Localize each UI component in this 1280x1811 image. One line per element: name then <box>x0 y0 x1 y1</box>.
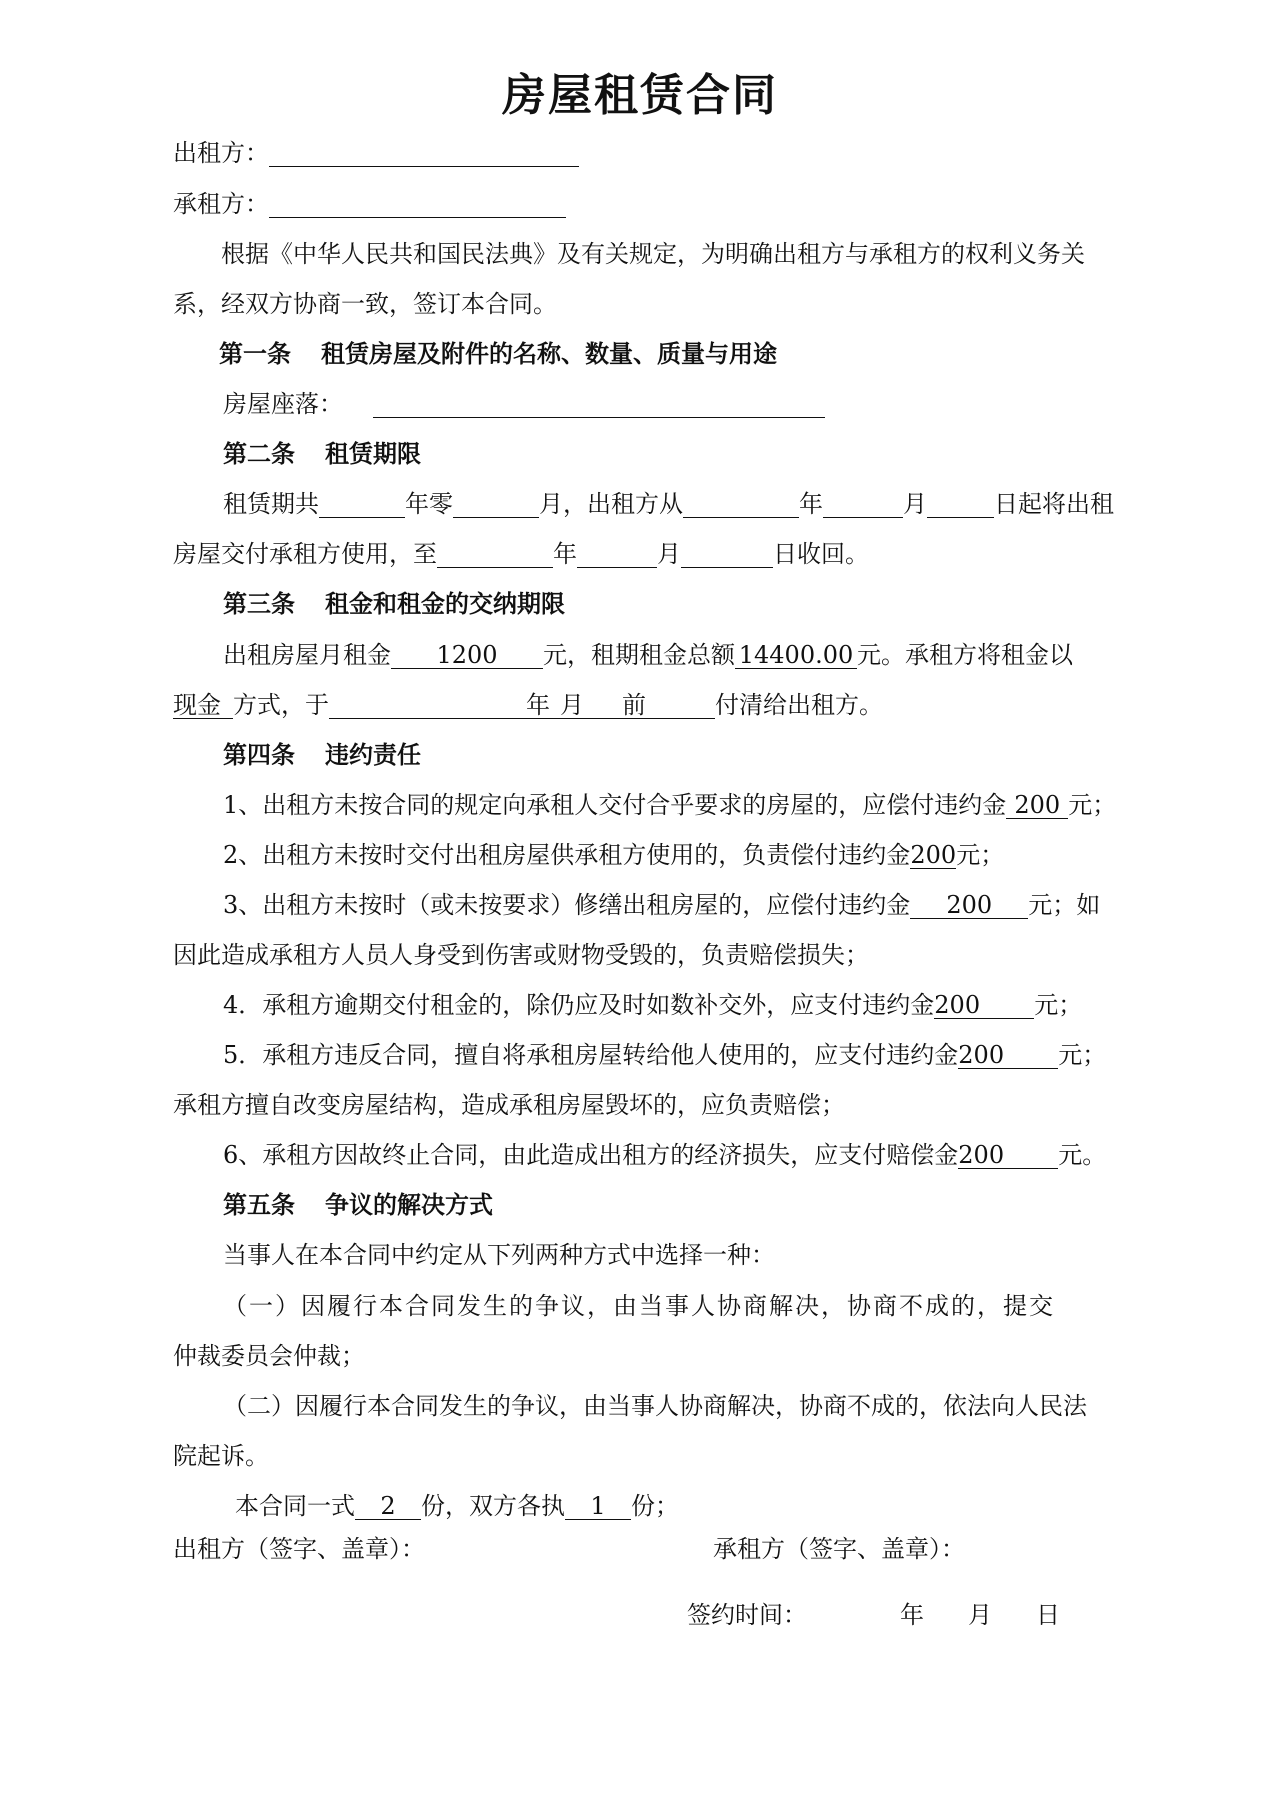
article-2-number: 第二条 <box>223 439 295 468</box>
intro-line-1: 根据《中华人民共和国民法典》及有关规定，为明确出租方与承租方的权利义务关 <box>221 240 1085 268</box>
lessee-line <box>173 189 566 219</box>
term-text: 房屋交付承租方使用，至 <box>173 540 437 568</box>
term-text: 年 <box>553 540 577 568</box>
lessor-line <box>173 138 579 168</box>
deadline-month: 月 <box>560 691 584 719</box>
signing-year: 年 <box>900 1601 924 1629</box>
end-day-blank[interactable] <box>681 539 773 568</box>
signing-day: 日 <box>1036 1601 1060 1629</box>
total-rent-value[interactable]: 14400.00 <box>735 640 857 669</box>
dispute-intro: 当事人在本合同中约定从下列两种方式中选择一种： <box>223 1241 775 1269</box>
start-month-blank[interactable] <box>823 489 903 518</box>
rent-text: 元，租期租金总额 <box>543 641 735 669</box>
article-1-heading <box>219 339 777 369</box>
location-blank[interactable] <box>373 389 825 418</box>
term-line-1 <box>223 489 1114 519</box>
clause-text: 元。 <box>1058 1141 1107 1169</box>
article-2-title: 租赁期限 <box>325 439 421 468</box>
article-3-number: 第三条 <box>223 589 295 618</box>
rent-text: 方式，于 <box>233 691 329 719</box>
article-1-number: 第一条 <box>219 339 291 368</box>
term-text: 日收回。 <box>773 540 869 568</box>
lessee-label: 承租方： <box>173 190 269 218</box>
article-1-title: 租赁房屋及附件的名称、数量、质量与用途 <box>321 339 777 368</box>
term-text: 月，出租方从 <box>539 490 683 518</box>
article-3-title: 租金和租金的交纳期限 <box>325 589 565 618</box>
article-3-heading <box>223 589 565 619</box>
rent-text: 出租房屋月租金 <box>223 641 391 669</box>
copies-text: 份； <box>631 1492 679 1520</box>
copies-each-value[interactable]: 1 <box>565 1491 631 1520</box>
intro-line-2: 系，经双方协商一致，签订本合同。 <box>173 290 557 318</box>
lessee-blank[interactable] <box>269 189 566 218</box>
end-year-blank[interactable] <box>437 539 553 568</box>
clause-text: 元； <box>1058 1041 1107 1069</box>
dispute-option-2: （二）因履行本合同发生的争议，由当事人协商解决，协商不成的，依法向人民法 <box>223 1392 1087 1420</box>
term-months-blank[interactable] <box>453 489 539 518</box>
clause-5-continued: 承租方擅自改变房屋结构，造成承租房屋毁坏的，应负责赔偿； <box>173 1091 845 1119</box>
article-4-number: 第四条 <box>223 740 295 769</box>
term-text: 年零 <box>405 490 453 518</box>
lessor-signature: 出租方（签字、盖章）： <box>173 1535 425 1563</box>
dispute-option-2-continued: 院起诉。 <box>173 1442 269 1470</box>
article-5-title: 争议的解决方式 <box>325 1190 493 1219</box>
copies-text: 份，双方各执 <box>421 1492 565 1520</box>
signing-date <box>687 1600 1060 1630</box>
penalty-6-value[interactable]: 200 <box>958 1140 1058 1169</box>
end-month-blank[interactable] <box>577 539 657 568</box>
monthly-rent-value[interactable]: 1200 <box>391 640 543 669</box>
penalty-1-value[interactable]: 200 <box>1006 790 1068 819</box>
payment-deadline-blank[interactable] <box>329 690 715 719</box>
location-line <box>223 389 825 419</box>
clause-text: 1、出租方未按合同的规定向承租人交付合乎要求的房屋的，应偿付违约金 <box>223 791 1007 819</box>
signing-date-label: 签约时间： <box>687 1601 807 1629</box>
term-text: 月 <box>903 490 927 518</box>
clause-text: 元；如 <box>1028 891 1101 919</box>
clause-4 <box>223 990 1082 1020</box>
penalty-3-value[interactable]: 200 <box>910 890 1028 919</box>
clause-6 <box>223 1140 1106 1170</box>
rent-text: 付清给出租方。 <box>715 691 883 719</box>
lessor-label: 出租方： <box>173 139 269 167</box>
term-text: 月 <box>657 540 681 568</box>
article-2-heading <box>223 439 421 469</box>
term-line-2 <box>173 539 869 569</box>
rent-line-1 <box>223 640 1073 670</box>
clause-5 <box>223 1040 1106 1070</box>
lessee-signature: 承租方（签字、盖章）： <box>713 1535 965 1563</box>
deadline-year: 年 <box>526 691 550 719</box>
clause-3-continued: 因此造成承租方人员人身受到伤害或财物受毁的，负责赔偿损失； <box>173 941 869 969</box>
clause-2 <box>223 840 1004 870</box>
term-years-blank[interactable] <box>319 489 405 518</box>
clause-text: 2、出租方未按时交付出租房屋供承租方使用的，负责偿付违约金 <box>223 841 911 869</box>
article-4-title: 违约责任 <box>325 740 421 769</box>
term-text: 年 <box>799 490 823 518</box>
lessor-blank[interactable] <box>269 138 579 167</box>
clause-text: 元； <box>956 841 1005 869</box>
copies-line <box>235 1491 679 1521</box>
start-year-blank[interactable] <box>683 489 799 518</box>
clause-text: 元； <box>1068 791 1117 819</box>
dispute-option-1: （一）因履行本合同发生的争议，由当事人协商解决，协商不成的，提交 <box>223 1292 1055 1320</box>
penalty-2-value[interactable]: 200 <box>910 841 957 869</box>
penalty-4-value[interactable]: 200 <box>934 990 1034 1019</box>
copies-text: 本合同一式 <box>235 1492 355 1520</box>
start-day-blank[interactable] <box>927 489 994 518</box>
penalty-5-value[interactable]: 200 <box>958 1040 1058 1069</box>
article-4-heading <box>223 740 421 770</box>
deadline-before: 前 <box>622 691 646 719</box>
term-text: 租赁期共 <box>223 490 319 518</box>
article-5-heading <box>223 1190 493 1220</box>
location-label: 房屋座落： <box>223 390 343 418</box>
page-title: 房屋租赁合同 <box>502 70 778 121</box>
rent-text: 元。承租方将租金以 <box>857 641 1073 669</box>
clause-text: 6、承租方因故终止合同，由此造成出租方的经济损失，应支付赔偿金 <box>223 1141 959 1169</box>
article-5-number: 第五条 <box>223 1190 295 1219</box>
term-text: 日起将出租 <box>994 490 1114 518</box>
total-copies-value[interactable]: 2 <box>355 1491 421 1520</box>
clause-text: 4．承租方逾期交付租金的，除仍应及时如数补交外，应支付违约金 <box>223 991 935 1019</box>
clause-text: 元； <box>1034 991 1083 1019</box>
dispute-option-1-continued: 仲裁委员会仲裁； <box>173 1342 365 1370</box>
clause-1 <box>223 790 1116 820</box>
payment-method-value[interactable]: 现金 <box>173 690 233 719</box>
rent-line-2 <box>173 690 883 720</box>
signing-month: 月 <box>968 1601 992 1629</box>
clause-3 <box>223 890 1100 920</box>
clause-text: 3、出租方未按时（或未按要求）修缮出租房屋的，应偿付违约金 <box>223 891 911 919</box>
clause-text: 5．承租方违反合同，擅自将承租房屋转给他人使用的，应支付违约金 <box>223 1041 959 1069</box>
